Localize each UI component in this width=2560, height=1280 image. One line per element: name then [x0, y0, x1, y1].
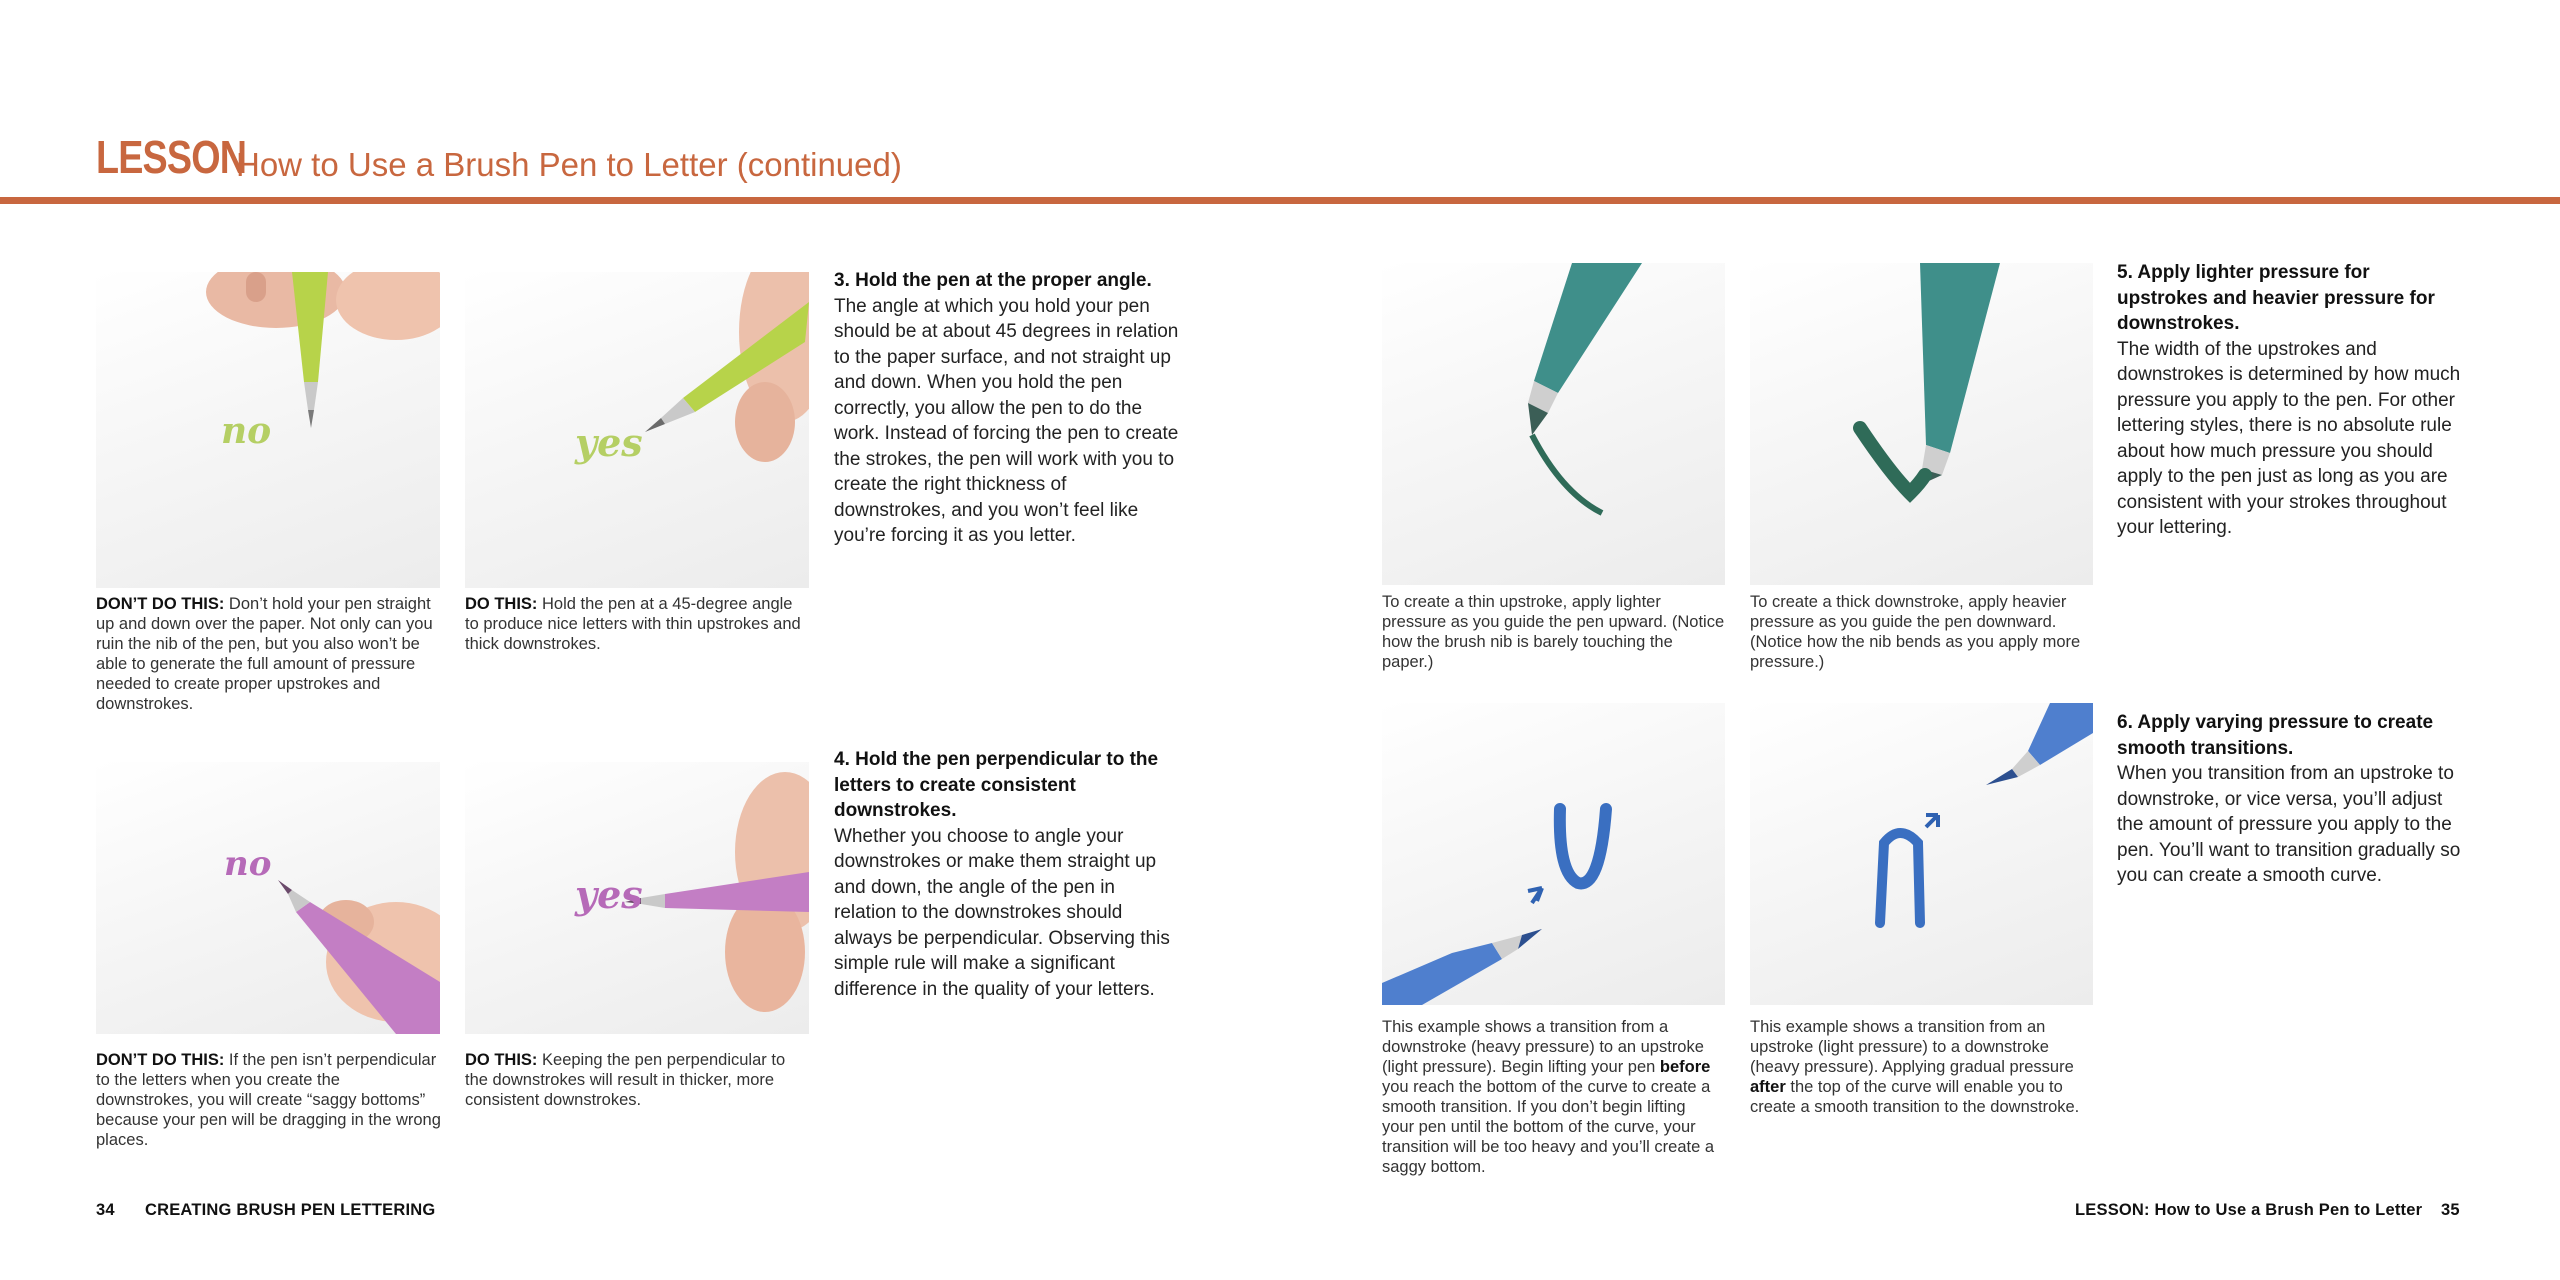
n-stroke-image	[1750, 703, 2093, 1005]
caption-do-perp-text: Keeping the pen perpendicular to the downstrokes will result in thicker, more consistent downstrokes.	[465, 1051, 786, 1109]
caption-transition-up-down-text-2: the top of the curve will enable you to create a smooth transition to the downstroke.	[1750, 1078, 2080, 1116]
caption-dont-perp-label: DON’T DO THIS:	[96, 1051, 225, 1069]
caption-dont-angle-label: DON’T DO THIS:	[96, 595, 225, 613]
photo-dont-angle	[96, 272, 440, 588]
step-6-heading: 6. Apply varying pressure to create smooth transitions.	[2117, 712, 2434, 759]
caption-do-angle	[465, 594, 810, 654]
photo-thick-downstroke	[1750, 263, 2093, 585]
pen-teal-downstroke-image	[1750, 263, 2093, 585]
footer-left-title: CREATING BRUSH PEN LETTERING	[145, 1201, 436, 1219]
step-3-heading: 3. Hold the pen at the proper angle.	[834, 270, 1152, 291]
photo-do-angle	[465, 272, 809, 588]
caption-dont-perp-text: If the pen isn’t perpendicular to the letters when you create the downstrokes, you will create “saggy bottoms” because your pen will be dragging in the wrong places.	[96, 1051, 441, 1149]
step-6-body: When you transition from an upstroke to downstroke, or vice versa, you’ll adjust the amount of pressure you apply to the pen. You’ll want to transition gradually so you can create a smooth curve.	[2117, 763, 2461, 886]
step-5-heading: 5. Apply lighter pressure for upstrokes and heavier pressure for downstrokes.	[2117, 262, 2435, 334]
step-6	[2117, 710, 2462, 889]
header-rule	[0, 197, 2560, 204]
caption-thick-downstroke: To create a thick downstroke, apply heavier pressure as you guide the pen downward. (Notice how the nib bends as you apply more pressure.)	[1750, 593, 2081, 671]
caption-do-angle-label: DO THIS:	[465, 595, 538, 613]
step-4-body: Whether you choose to angle your downstrokes or make them straight up and down, the angle of the pen in relation to the downstrokes should always be perpendicular. Observing this simple rule will make a significant difference in the quality of your letters.	[834, 825, 1170, 1000]
caption-transition-up-down-bold: after	[1750, 1078, 1786, 1096]
word-yes-green: yes	[575, 420, 643, 465]
footer-right-title: LESSON: How to Use a Brush Pen to Letter	[2075, 1201, 2423, 1219]
step-5	[2117, 260, 2462, 541]
caption-dont-perp	[96, 1050, 441, 1150]
step-4	[834, 747, 1179, 1002]
photo-dont-perp	[96, 762, 440, 1034]
footer-right-page-number: 35	[2441, 1201, 2460, 1219]
photo-transition-down-up	[1382, 703, 1725, 1005]
caption-dont-angle	[96, 594, 436, 714]
caption-do-perp-label: DO THIS:	[465, 1051, 538, 1069]
lesson-label: LESSON	[96, 131, 247, 183]
caption-do-angle-text: Hold the pen at a 45-degree angle to produce nice letters with thin upstrokes and thick downstrokes.	[465, 595, 801, 653]
photo-do-perp	[465, 762, 809, 1034]
pen-purple-dont-image	[96, 762, 440, 1034]
caption-thin-upstroke: To create a thin upstroke, apply lighter pressure as you guide the pen upward. (Notice how the brush nib is barely touching the paper.)	[1382, 593, 1725, 671]
photo-thin-upstroke	[1382, 263, 1725, 585]
caption-transition-up-down	[1750, 1017, 2085, 1117]
word-yes-purple: yes	[575, 872, 643, 917]
step-3-body: The angle at which you hold your pen should be at about 45 degrees in relation to the paper surface, and not straight up and down. When you hold the pen correctly, you allow the pen to do the work. Instead of forcing the pen to create the strokes, the pen will work with you to create the right thickness of downstrokes, and you won’t feel like you’re forcing it as you letter.	[834, 295, 1179, 546]
caption-dont-angle-text: Don’t hold your pen straight up and down over the paper. Not only can you ruin the nib of the pen, but you also won’t be able to generate the full amount of pressure needed to create proper upstrokes and downstrokes.	[96, 595, 433, 713]
photo-transition-up-down	[1750, 703, 2093, 1005]
word-no-purple: no	[224, 844, 272, 884]
caption-do-perp	[465, 1050, 795, 1110]
caption-transition-down-up	[1382, 1017, 1717, 1177]
footer-left-page-number: 34	[96, 1201, 115, 1219]
step-3	[834, 268, 1179, 549]
caption-transition-up-down-text-1: This example shows a transition from an upstroke (light pressure) to a downstroke (heavy pressure). Applying gradual pressure	[1750, 1018, 2074, 1076]
caption-transition-down-up-text-1: This example shows a transition from a downstroke (heavy pressure) to an upstroke (light pressure). Begin lifting your pen	[1382, 1018, 1704, 1076]
step-5-body: The width of the upstrokes and downstrokes is determined by how much pressure you apply to the pen. For other lettering styles, there is no absolute rule about how much pressure you should apply to the pen just as long as you are consistent with your strokes throughout your lettering.	[2117, 338, 2461, 538]
u-stroke-image	[1382, 703, 1725, 1005]
word-no-green: no	[221, 410, 272, 452]
step-4-heading: 4. Hold the pen perpendicular to the letters to create consistent downstrokes.	[834, 749, 1159, 821]
page-title: How to Use a Brush Pen to Letter (continued)	[236, 146, 902, 183]
pen-teal-upstroke-image	[1382, 263, 1725, 585]
caption-transition-down-up-text-2: you reach the bottom of the curve to create a smooth transition. If you don’t begin lifting your pen until the bottom of the curve, your transition will be too heavy and you’ll create a saggy bottom.	[1382, 1078, 1715, 1176]
caption-transition-down-up-bold: before	[1659, 1058, 1711, 1076]
